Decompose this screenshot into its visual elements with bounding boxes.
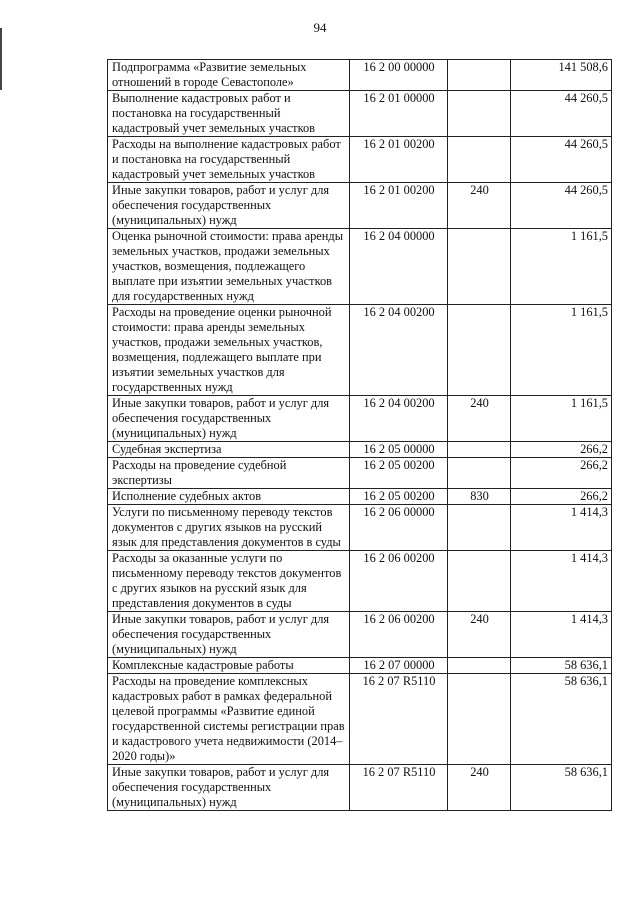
row-sum: 266,2 [511, 458, 612, 489]
row-type: 240 [448, 183, 511, 229]
row-code: 16 2 00 00000 [350, 60, 448, 91]
margin-mark [0, 28, 2, 90]
row-code: 16 2 06 00200 [350, 551, 448, 612]
row-sum: 266,2 [511, 442, 612, 458]
table-row [108, 137, 612, 183]
row-sum: 44 260,5 [511, 137, 612, 183]
row-code: 16 2 04 00000 [350, 229, 448, 305]
row-type [448, 458, 511, 489]
row-sum: 58 636,1 [511, 674, 612, 765]
row-name: Судебная экспертиза [108, 442, 350, 458]
row-name: Комплексные кадастровые работы [108, 658, 350, 674]
row-type: 240 [448, 612, 511, 658]
row-type [448, 137, 511, 183]
row-code: 16 2 01 00200 [350, 137, 448, 183]
row-code: 16 2 04 00200 [350, 396, 448, 442]
page-number: 94 [313, 20, 327, 35]
row-sum: 58 636,1 [511, 765, 612, 811]
table-row [108, 658, 612, 674]
row-code: 16 2 06 00000 [350, 505, 448, 551]
row-name: Иные закупки товаров, работ и услуг для обеспечения государственных (муниципальных) нужд [108, 183, 350, 229]
row-code: 16 2 05 00200 [350, 489, 448, 505]
row-type [448, 60, 511, 91]
row-sum: 44 260,5 [511, 91, 612, 137]
row-code: 16 2 05 00000 [350, 442, 448, 458]
row-type [448, 674, 511, 765]
row-type [448, 658, 511, 674]
row-sum: 44 260,5 [511, 183, 612, 229]
budget-table [107, 59, 612, 811]
row-name: Подпрограмма «Развитие земельных отношений в городе Севастополе» [108, 60, 350, 91]
table-row [108, 305, 612, 396]
table-row [108, 183, 612, 229]
table-row [108, 674, 612, 765]
row-type [448, 229, 511, 305]
row-sum: 1 414,3 [511, 505, 612, 551]
row-name: Иные закупки товаров, работ и услуг для обеспечения государственных (муниципальных) нужд [108, 396, 350, 442]
row-name: Расходы на проведение судебной экспертизы [108, 458, 350, 489]
table-row [108, 91, 612, 137]
row-code: 16 2 07 R5110 [350, 674, 448, 765]
table-row [108, 551, 612, 612]
row-name: Оценка рыночной стоимости: права аренды земельных участков, продажи земельных участков, возмещения, подлежащего выплате при изъятии земельных участков для государственных нужд [108, 229, 350, 305]
row-type: 240 [448, 765, 511, 811]
row-code: 16 2 06 00200 [350, 612, 448, 658]
table-row [108, 505, 612, 551]
row-type [448, 91, 511, 137]
row-name: Расходы на проведение комплексных кадастровых работ в рамках федеральной целевой программы «Развитие единой государственной системы регистрации прав и кадастрового учета недвижимости (2014–2020 годы)» [108, 674, 350, 765]
row-type [448, 442, 511, 458]
row-type [448, 505, 511, 551]
row-sum: 1 414,3 [511, 551, 612, 612]
row-name: Исполнение судебных актов [108, 489, 350, 505]
row-name: Расходы на проведение оценки рыночной стоимости: права аренды земельных участков, продажи земельных участков, возмещения, подлежащего выплате при изъятии земельных участков для государственных нужд [108, 305, 350, 396]
row-type: 830 [448, 489, 511, 505]
row-code: 16 2 01 00200 [350, 183, 448, 229]
row-type [448, 551, 511, 612]
row-name: Услуги по письменному переводу текстов документов с других языков на русский язык для представления документов в суды [108, 505, 350, 551]
row-name: Иные закупки товаров, работ и услуг для обеспечения государственных (муниципальных) нужд [108, 765, 350, 811]
table-body [108, 60, 612, 811]
row-code: 16 2 07 R5110 [350, 765, 448, 811]
row-sum: 1 161,5 [511, 305, 612, 396]
table-row [108, 60, 612, 91]
row-name: Иные закупки товаров, работ и услуг для обеспечения государственных (муниципальных) нужд [108, 612, 350, 658]
row-type [448, 305, 511, 396]
row-sum: 266,2 [511, 489, 612, 505]
table-row [108, 396, 612, 442]
row-name: Расходы за оказанные услуги по письменному переводу текстов документов с других языков на русский язык для представления документов в суды [108, 551, 350, 612]
row-name: Расходы на выполнение кадастровых работ и постановка на государственный кадастровый учет земельных участков [108, 137, 350, 183]
table-row [108, 229, 612, 305]
table-row [108, 612, 612, 658]
row-name: Выполнение кадастровых работ и постановка на государственный кадастровый учет земельных участков [108, 91, 350, 137]
table-row [108, 458, 612, 489]
row-sum: 1 161,5 [511, 229, 612, 305]
table-row [108, 765, 612, 811]
row-code: 16 2 01 00000 [350, 91, 448, 137]
row-code: 16 2 05 00200 [350, 458, 448, 489]
table-row [108, 489, 612, 505]
row-code: 16 2 04 00200 [350, 305, 448, 396]
row-sum: 1 414,3 [511, 612, 612, 658]
row-sum: 141 508,6 [511, 60, 612, 91]
row-type: 240 [448, 396, 511, 442]
row-code: 16 2 07 00000 [350, 658, 448, 674]
row-sum: 58 636,1 [511, 658, 612, 674]
row-sum: 1 161,5 [511, 396, 612, 442]
table-row [108, 442, 612, 458]
